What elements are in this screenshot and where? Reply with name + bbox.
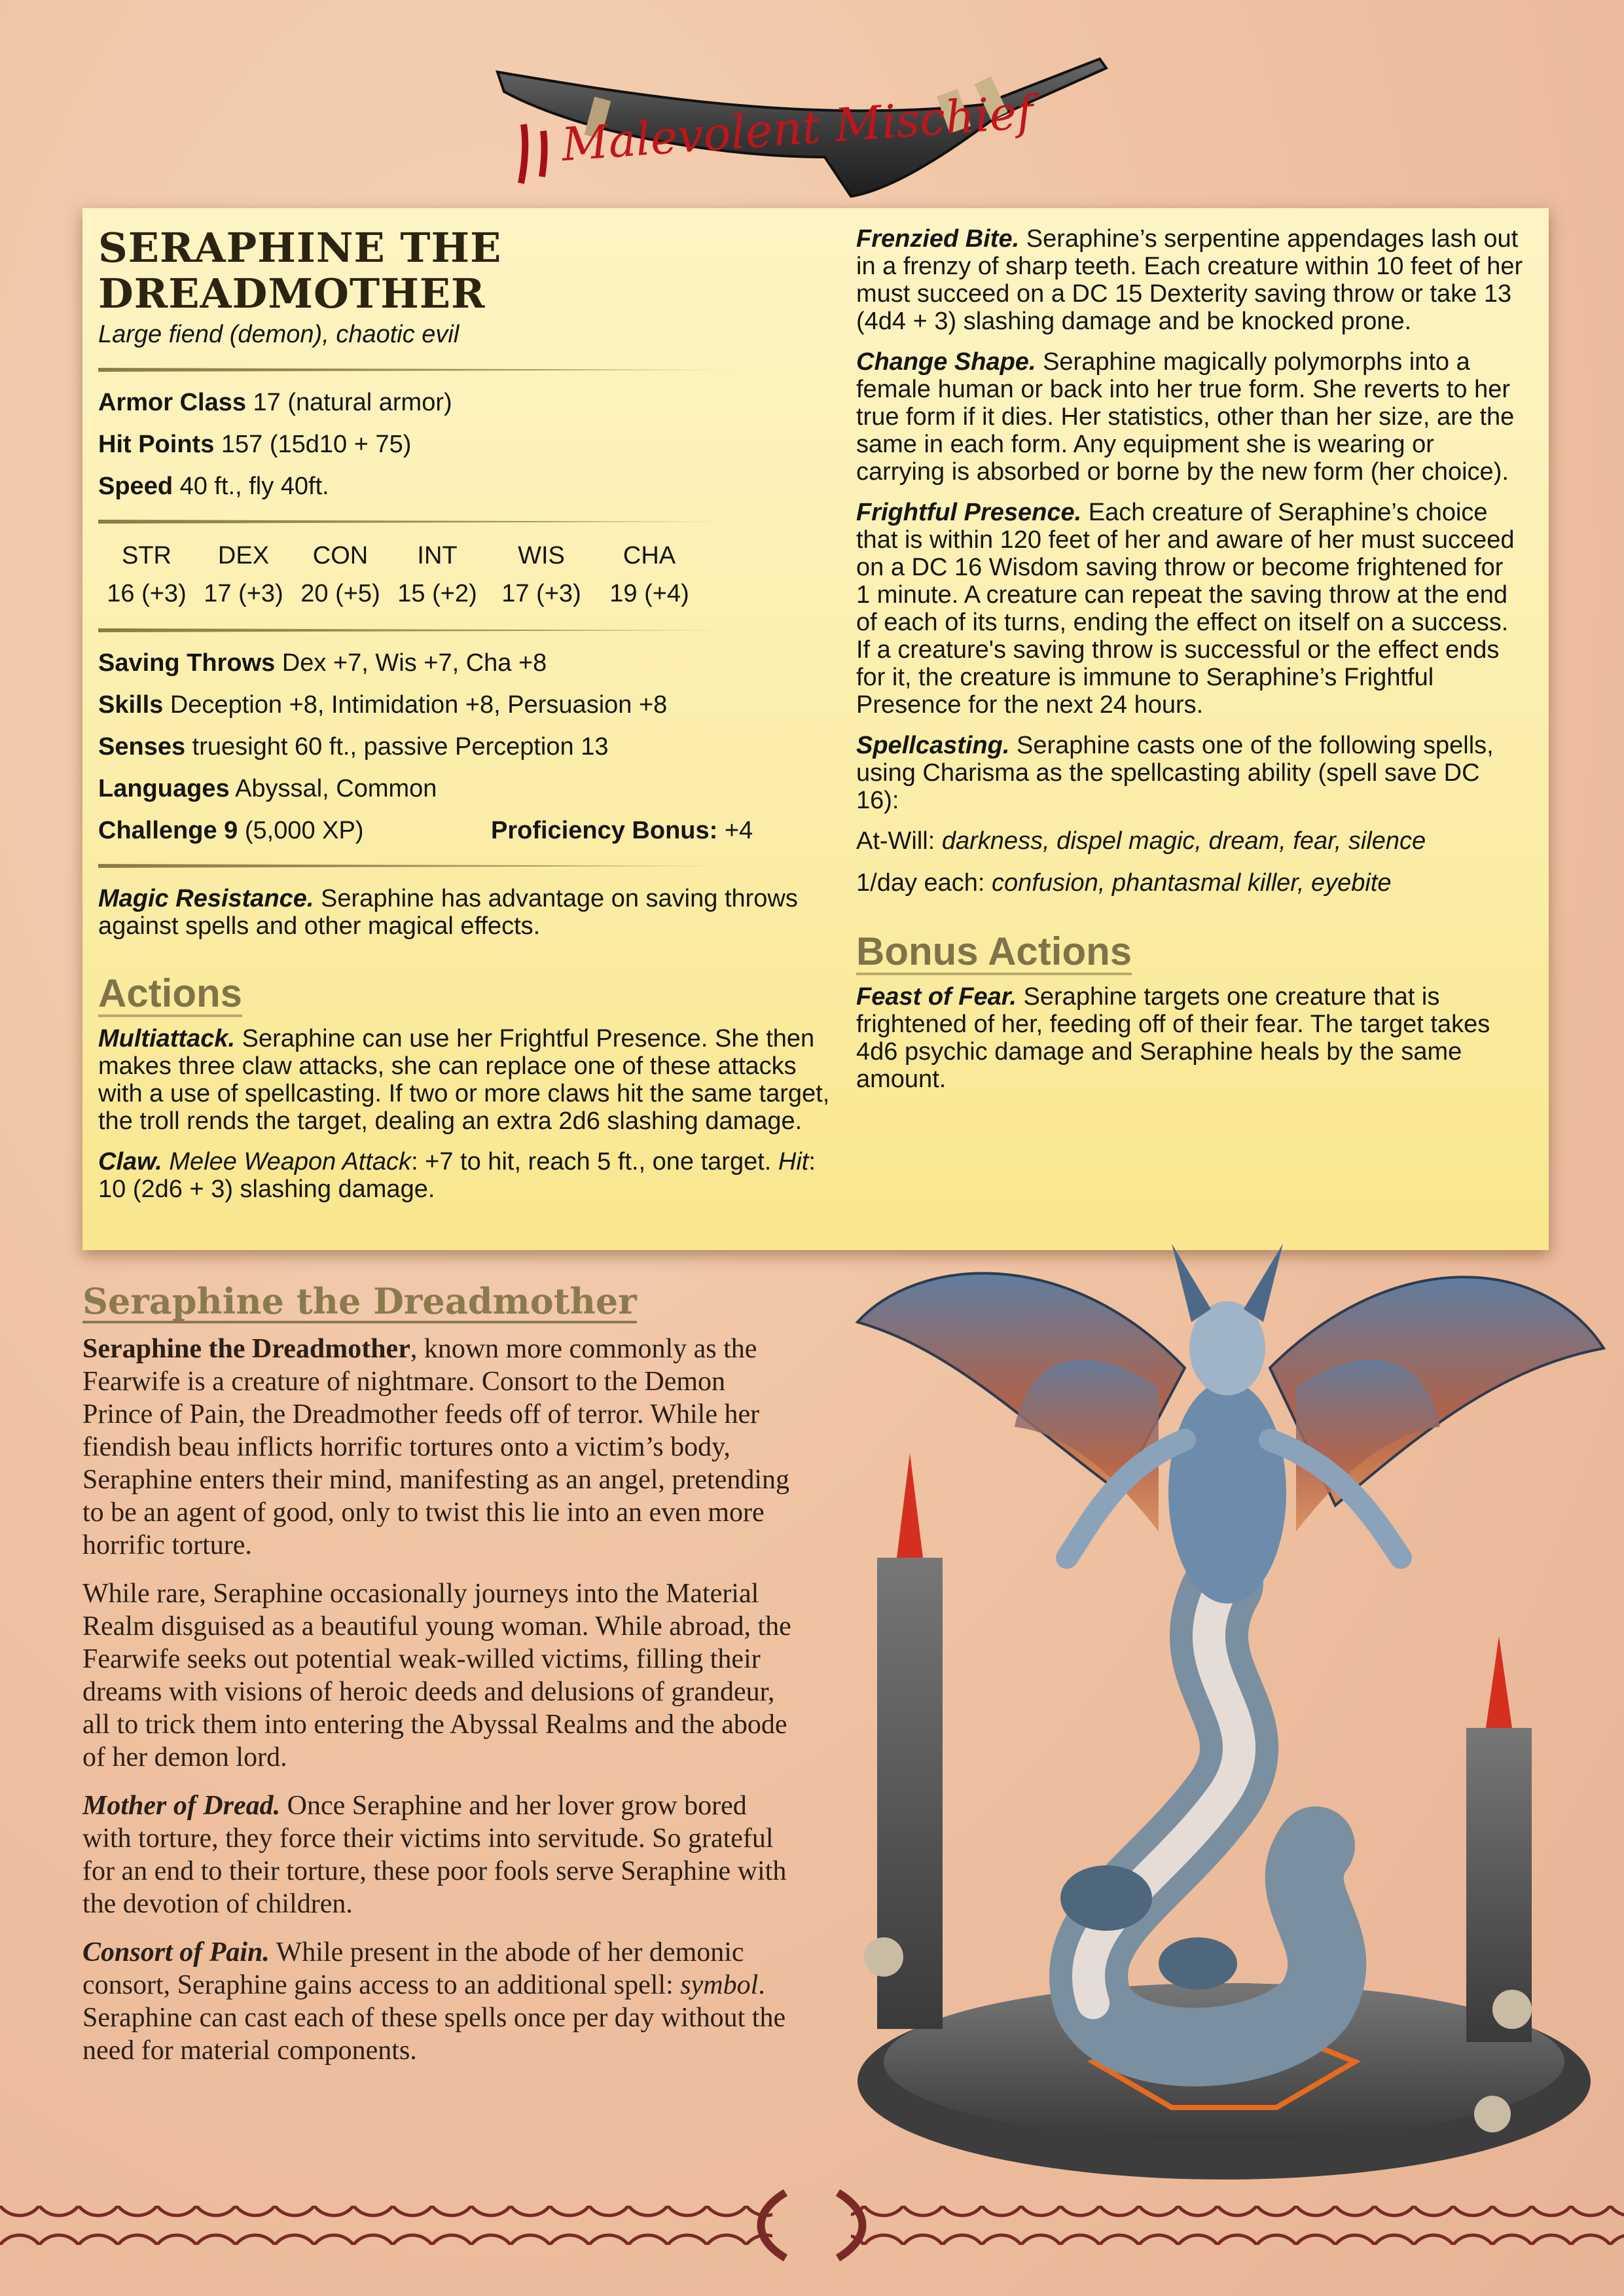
lore-paragraph-3: Mother of Dread. Once Seraphine and her lover grow bored with torture, they force their victims into servitude. So grateful for an end to their torture, these poor fools serve Seraphine with the devotion of children. bbox=[82, 1791, 787, 1919]
spells-at-will: At-Will: darkness, dispel magic, dream, fear, silence bbox=[856, 827, 1426, 855]
action-change-shape: Change Shape. Seraphine magically polymorphs into a female human or back into her true form. She reverts to her true form if it dies. Her statistics, other than her size, are the same in each form. Any equipment she is wearing or carrying is absorbed or borne by the new form (her choice). bbox=[856, 348, 1515, 486]
lore-section bbox=[82, 1282, 796, 2083]
hit-points: Hit Points 157 (15d10 + 75) bbox=[98, 431, 412, 458]
footer-border bbox=[0, 2186, 1624, 2265]
monster-illustration bbox=[818, 1217, 1624, 2186]
senses: Senses truesight 60 ft., passive Perception 13 bbox=[98, 733, 609, 761]
actions-heading: Actions bbox=[98, 973, 242, 1017]
banner-text: Malevolent Mischief bbox=[560, 84, 1036, 172]
lore-title: Seraphine the Dreadmother bbox=[82, 1280, 637, 1322]
action-frenzied-bite: Frenzied Bite. Seraphine’s serpentine appendages lash out in a frenzy of sharp teeth. Each creature within 10 feet of her must succeed on a DC 15 Dexterity saving throw or take 13 (4d4 + 3) slashing damage and be knocked prone. bbox=[856, 225, 1523, 335]
ability-con: CON 20 (+5) bbox=[300, 542, 380, 607]
divider bbox=[98, 368, 736, 372]
lore-paragraph-1: Seraphine the Dreadmother, known more commonly as the Fearwife is a creature of nightmare. Consort to the Demon Prince of Pain, the Dreadmother feeds off of terror. While her fiendish beau inflicts horrific tortures onto a victim’s body, Seraphine enters their mind, manifesting as an angel, pretending to be an agent of good, only to twist this lie into an even more horrific torture. bbox=[82, 1334, 790, 1560]
challenge: Challenge 9 (5,000 XP) bbox=[98, 817, 364, 844]
trait-magic-resistance: Magic Resistance. Seraphine has advantage on saving throws against spells and other magical effects. bbox=[98, 885, 798, 940]
ability-wis: WIS 17 (+3) bbox=[501, 542, 581, 607]
armor-class: Armor Class 17 (natural armor) bbox=[98, 389, 452, 416]
skills: Skills Deception +8, Intimidation +8, Persuasion +8 bbox=[98, 691, 668, 719]
bonus-action-feast-of-fear: Feast of Fear. Seraphine targets one creature that is frightened of her, feeding off of their fear. The target takes 4d6 psychic damage and Seraphine heals by the same amount. bbox=[856, 983, 1490, 1093]
divider bbox=[98, 864, 736, 868]
monster-name: SERAPHINE THE DREADMOTHER bbox=[98, 224, 502, 317]
stat-block-left-column bbox=[98, 225, 831, 1216]
header-blade-banner bbox=[484, 46, 1126, 203]
monster-type: Large fiend (demon), chaotic evil bbox=[98, 321, 460, 348]
stat-block bbox=[82, 208, 1549, 1250]
bonus-actions-heading: Bonus Actions bbox=[856, 931, 1132, 975]
stat-block-right-column bbox=[856, 225, 1524, 1106]
ability-scores bbox=[98, 541, 727, 609]
challenge-row bbox=[98, 817, 831, 844]
action-claw: Claw. Melee Weapon Attack: +7 to hit, reach 5 ft., one target. Hit: 10 (2d6 + 3) slashing damage. bbox=[98, 1148, 816, 1203]
lore-paragraph-4: Consort of Pain. While present in the abode of her demonic consort, Seraphine gains access to an additional spell: symbol. Seraphine can cast each of these spells once per day without the need for material components. bbox=[82, 1937, 786, 2066]
action-spellcasting: Spellcasting. Seraphine casts one of the following spells, using Charisma as the spellcasting ability (spell save DC 16): bbox=[856, 732, 1494, 814]
saving-throws: Saving Throws Dex +7, Wis +7, Cha +8 bbox=[98, 649, 547, 677]
divider bbox=[98, 520, 736, 524]
spells-per-day: 1/day each: confusion, phantasmal killer, eyebite bbox=[856, 869, 1392, 897]
ability-dex: DEX 17 (+3) bbox=[204, 542, 283, 607]
action-frightful-presence: Frightful Presence. Each creature of Seraphine’s choice that is within 120 feet of her and aware of her must succeed on a DC 16 Wisdom saving throw or become frightened for 1 minute. A creature can repeat the saving throw at the end of each of its turns, ending the effect on itself on a success. If a creature's saving throw is successful or the effect ends for it, the creature is immune to Seraphine’s Frightful Presence for the next 24 hours. bbox=[856, 499, 1515, 719]
speed: Speed 40 ft., fly 40ft. bbox=[98, 473, 329, 500]
divider bbox=[98, 628, 736, 632]
ability-int: INT 15 (+2) bbox=[397, 542, 477, 607]
ability-str: STR 16 (+3) bbox=[107, 542, 187, 607]
ability-cha: CHA 19 (+4) bbox=[609, 542, 689, 607]
proficiency-bonus: Proficiency Bonus: +4 bbox=[491, 817, 753, 844]
languages: Languages Abyssal, Common bbox=[98, 775, 437, 802]
lore-paragraph-2: While rare, Seraphine occasionally journeys into the Material Realm disguised as a beautiful young woman. While abroad, the Fearwife seeks out potential weak-willed victims, filling their dreams with visions of heroic deeds and delusions of grandeur, all to trick them into entering the Abyssal Realms and the abode of her demon lord. bbox=[82, 1579, 791, 1772]
action-multiattack: Multiattack. Seraphine can use her Frightful Presence. She then makes three claw attacks, she can replace one of these attacks with a use of spellcasting. If two or more claws hit the same target, the troll rends the target, dealing an extra 2d6 slashing damage. bbox=[98, 1025, 830, 1135]
